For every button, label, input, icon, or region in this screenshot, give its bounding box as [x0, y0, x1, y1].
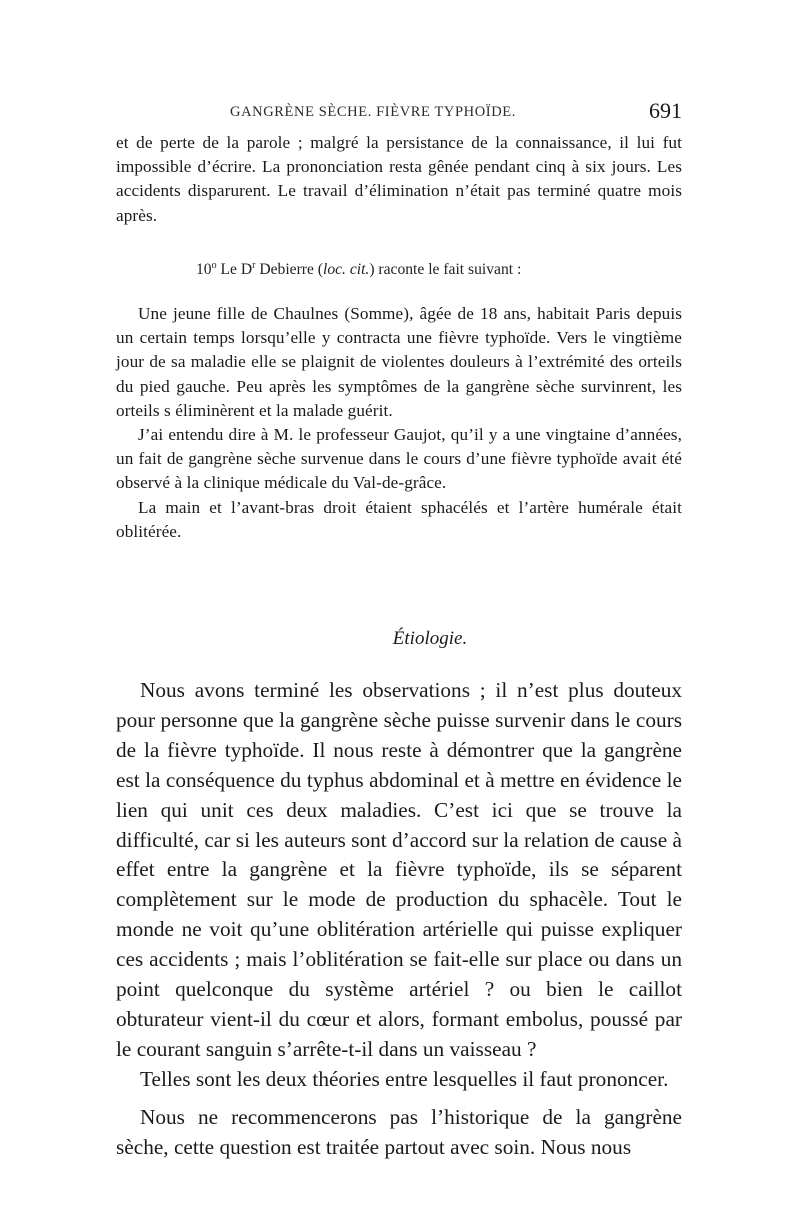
etiology-paragraph-1: Nous avons terminé les observations ; il n’est plus douteux pour personne que la gangrène sèche puisse survenir dans le cours de la fièvre typhoïde. Il nous reste à démontrer que la gangrène est la conséquence du typhus abdominal et à mettre en évidence le lien qui unit ces deux maladies. C’est ici que se trouve la difficulté, car si les auteurs sont d’accord sur la relation de cause à effet entre la gangrène et la fièvre typhoïde, ils se séparent complètement sur le mode de production du sphacèle. Tout le monde ne voit qu’une oblitération artérielle qui puisse expliquer ces accidents ; mais l’oblitération se fait-elle sur place ou dans un point quelconque du système artériel ? ou bien le caillot obturateur vient-il du cœur et alors, formant embolus, poussé par le courant sanguin s’arrête-t-il dans un vaisseau ? [116, 678, 682, 1061]
page-header [230, 98, 682, 128]
doctor-name: Debierre ( [255, 261, 323, 279]
case-paragraph-2: J’ai entendu dire à M. le professeur Gaujot, qu’il y a une vingtaine d’années, un fait de gangrène sèche survenue dans le cours d’une fièvre typhoïde avait été observé à la clinique médicale du Val-de-grâce. [116, 425, 682, 493]
observation-degree: o [211, 260, 217, 271]
observation-text-after: ) raconte le fait suivant : [369, 261, 522, 279]
citation: loc. cit. [322, 261, 370, 279]
etiology-paragraph-3: Nous ne recommencerons pas l’historique de la gangrène sèche, cette question est traitée partout avec soin. Nous nous [116, 1104, 682, 1159]
etiology-block [116, 676, 682, 1163]
doctor-abbrev-sup: r [252, 260, 256, 271]
case-paragraph-3: La main et l’avant-bras droit étaient sphacélés et l’artère humérale était oblitérée. [116, 497, 682, 541]
case-block [116, 302, 682, 544]
continuation-paragraph: et de perte de la parole ; malgré la persistance de la connaissance, il lui fut impossible d’écrire. La prononciation resta gênée pendant cinq à six jours. Les accidents disparurent. Le travail d’élimination n’était pas terminé quatre mois après. [116, 133, 682, 225]
case-paragraph-1: Une jeune fille de Chaulnes (Somme), âgée de 18 ans, habitait Paris depuis un certain temps lorsqu’elle y contracta une fièvre typhoïde. Vers le vingtième jour de sa maladie elle se plaignit de violentes douleurs à l’extrémité des orteils du pied gauche. Peu après les symptômes de la gangrène sèche survinrent, les orteils s éliminèrent et la malade guérit. [116, 304, 682, 420]
etiology-paragraph-2: Telles sont les deux théories entre lesquelles il faut prononcer. [140, 1066, 669, 1091]
observation-number: 10 [196, 261, 212, 279]
continuation-block [116, 131, 682, 228]
observation-text-before: Le D [216, 261, 253, 279]
running-title: GANGRÈNE SÈCHE. FIÈVRE TYPHOÏDE. [230, 104, 516, 120]
page-number: 691 [649, 98, 682, 123]
observation-intro [196, 260, 521, 279]
section-heading: Étiologie. [392, 628, 468, 649]
